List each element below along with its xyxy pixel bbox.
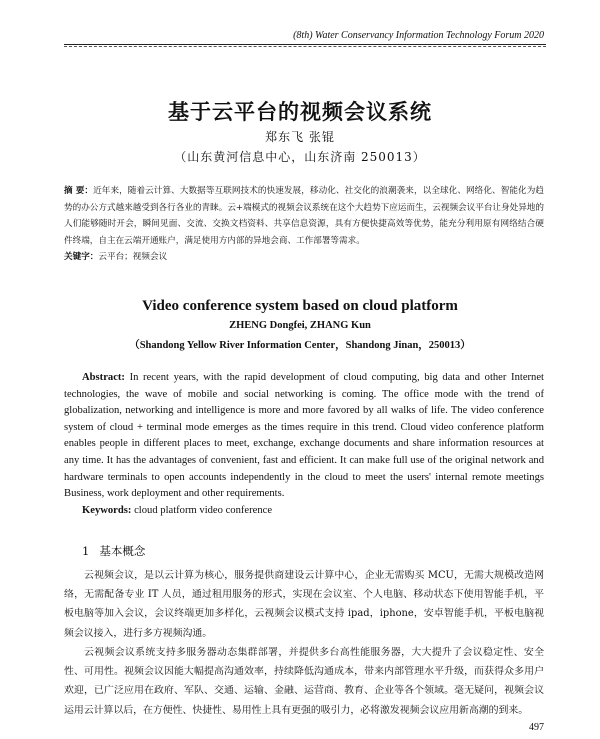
running-header bbox=[0, 30, 600, 44]
abstract-en-text: In recent years, with the rapid development of cloud computing, big data and other Internet technologies, the wave of mobile and social networking is coming. The office mode with the trend of globalization, networking and intelligence is more and more favored by all walks of life. The video conference system of cloud + terminal mode emerges as the times require in this trend. Cloud video conference platform enables people in different places to meet, exchange, exchange documents and share information resources at any time. It has the advantages of convenient, fast and efficient. It can make full use of the original network and hardware terminals to open accounts independently in the cloud to meet the users' internal remote meetings Business, work deployment and other requirements. bbox=[64, 372, 544, 500]
abstract-cn-label: 摘 要： bbox=[64, 186, 94, 196]
header-rule bbox=[64, 44, 546, 45]
abstract-cn-text: 近年来，随着云计算、大数据等互联网技术的快速发展，移动化、社交化的浪潮袭来，以全球化、网络化、智能化为趋势的办公方式越来越受到各行各业的青睐。云+端模式的视频会议系统在这个大趋势下应运而生，云视频会议平台让身处异地的人们能够随时开会，瞬间见面、交流、交换文档资料、共享信息资源，具有方便快捷高效等优势，能充分利用原有网络结合硬件终端，自主在云端开通账户，满足使用方内部的异地会商、工作部署等需求。 bbox=[64, 186, 544, 246]
affiliation-en: （Shandong Yellow River Information Center，Shandong Jinan，250013） bbox=[129, 340, 471, 351]
body-paragraph-1: 云视频会议，是以云计算为核心，服务提供商建设云计算中心，企业无需购买 MCU，无需大规模改造网络，无需配备专业 IT 人员，通过租用服务的形式，实现在会议室、个人电脑、移动状态下使用智能手机，平板电脑等加入会议，会议终端更加多样化，云视频会议模式支持 ipad，iphone，安卓智能手机，平板电脑视频会议接入，进行多方视频沟通。 bbox=[64, 570, 544, 639]
header-rule-dashed bbox=[64, 46, 546, 47]
keywords-en bbox=[82, 505, 272, 516]
keywords-en-text: cloud platform video conference bbox=[131, 505, 273, 516]
affiliation-cn: （山东黄河信息中心，山东济南 250013） bbox=[174, 150, 426, 164]
section-heading bbox=[82, 543, 145, 559]
paper-title-en: Video conference system based on cloud platform bbox=[142, 298, 458, 314]
running-head-text: (8th) Water Conservancy Information Technology Forum 2020 bbox=[293, 30, 544, 41]
abstract-en bbox=[64, 370, 544, 503]
abstract-en-label: Abstract: bbox=[82, 372, 125, 383]
paper-title-cn: 基于云平台的视频会议系统 bbox=[168, 99, 432, 124]
keywords-cn-text: 云平台；视频会议 bbox=[98, 252, 168, 262]
section-number: 1 bbox=[82, 544, 90, 558]
authors-en: ZHENG Dongfei, ZHANG Kun bbox=[229, 320, 371, 331]
keywords-cn bbox=[64, 250, 167, 262]
keywords-en-label: Keywords: bbox=[82, 505, 132, 516]
body-paragraph-2: 云视频会议系统支持多服务器动态集群部署，并提供多台高性能服务器，大大提升了会议稳定性、安全性、可用性。视频会议因能大幅提高沟通效率，持续降低沟通成本，带来内部管理水平升级，而获得众多用户欢迎，已广泛应用在政府、军队、交通、运输、金融、运营商、教育、企业等各个领域。毫无疑问，视频会议运用云计算以后，在方便性、快捷性、易用性上具有更强的吸引力，必将激发视频会议应用新高潮的到来。 bbox=[64, 647, 544, 716]
abstract-cn bbox=[64, 183, 544, 249]
section-title: 基本概念 bbox=[99, 544, 146, 558]
authors-cn: 郑东飞 张锟 bbox=[265, 130, 335, 144]
keywords-cn-label: 关键字： bbox=[64, 252, 99, 262]
page-number: 497 bbox=[529, 722, 544, 733]
